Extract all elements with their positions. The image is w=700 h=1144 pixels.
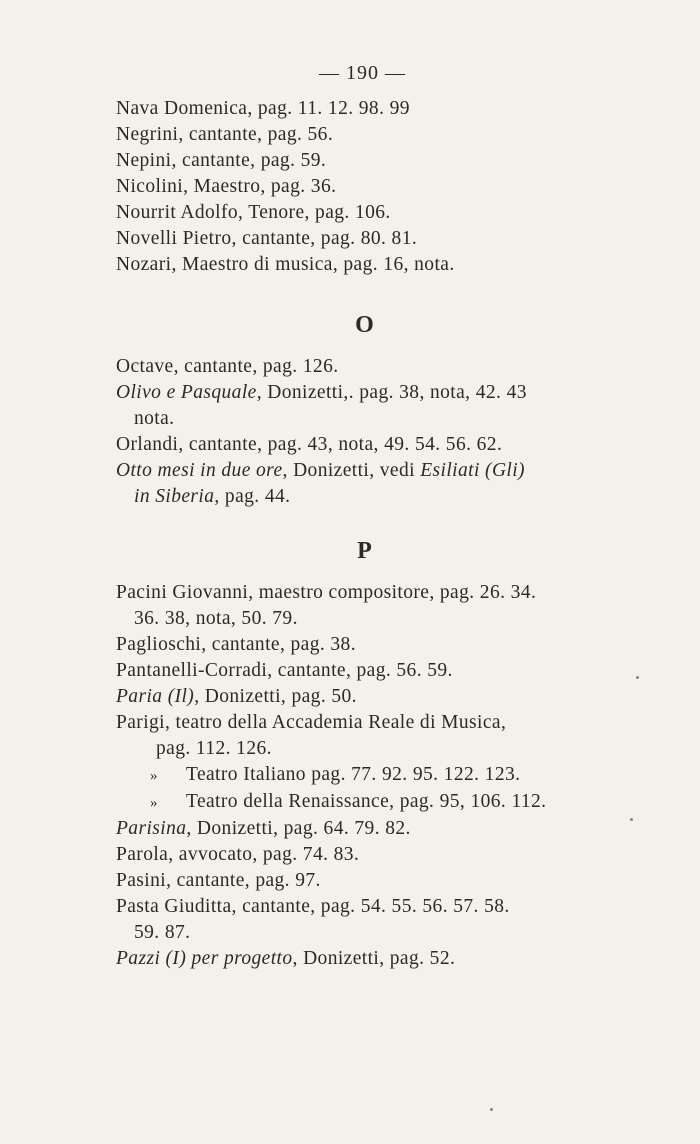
index-section-o — [116, 354, 636, 510]
index-entry-parisina — [116, 816, 636, 842]
index-entry: Nourrit Adolfo, Tenore, pag. 106. — [116, 202, 391, 223]
index-entry-parola: Parola, avvocato, pag. 74. 83. — [116, 844, 360, 865]
index-entry-olivo — [116, 380, 636, 406]
section-letter-p: P — [357, 538, 373, 564]
index-subentry-teatro-renaissance — [116, 789, 636, 816]
index-entry: Negrini, cantante, pag. 56. — [116, 124, 334, 145]
index-entry-paria — [116, 684, 636, 710]
paper-speck — [490, 1108, 493, 1111]
index-subentry-teatro-italiano — [116, 762, 636, 789]
work-title: Parisina — [116, 818, 187, 839]
work-title: Paria (Il) — [116, 686, 195, 707]
work-title: Pazzi (I) per progetto — [116, 948, 293, 969]
index-section-p — [116, 580, 636, 972]
entry-text: , Donizetti, pag. 52. — [292, 948, 456, 969]
index-section-n — [116, 96, 636, 278]
paper-speck — [636, 676, 639, 679]
index-entry-pantanelli: Pantanelli-Corradi, cantante, pag. 56. 59. — [116, 660, 453, 681]
index-entry-octave: Octave, cantante, pag. 126. — [116, 356, 339, 377]
index-entry: Nava Domenica, pag. 11. 12. 98. 99 — [116, 98, 410, 119]
index-entry: Nozari, Maestro di musica, pag. 16, nota. — [116, 254, 455, 275]
index-entry-otto-mesi — [116, 458, 636, 484]
index-entry-parigi: Parigi, teatro della Accademia Reale di Musica, — [116, 712, 507, 733]
entry-text: , Donizetti,. pag. 38, nota, 42. 43 — [256, 382, 527, 403]
entry-text: Teatro della Renaissance, pag. 95, 106. 112. — [186, 791, 547, 812]
entry-text: , Donizetti, pag. 50. — [194, 686, 357, 707]
index-entry-continuation: nota. — [134, 408, 175, 429]
entry-text: , Donizetti, pag. 64. 79. 82. — [186, 818, 411, 839]
index-entry: Nepini, cantante, pag. 59. — [116, 150, 327, 171]
index-entry-orlandi: Orlandi, cantante, pag. 43, nota, 49. 54. 56. 62. — [116, 434, 503, 455]
index-entry-pasini: Pasini, cantante, pag. 97. — [116, 870, 321, 891]
ditto-mark: » — [150, 795, 158, 811]
index-entry-pazzi — [116, 946, 636, 972]
index-entry-continuation: 59. 87. — [134, 922, 191, 943]
index-entry: Nicolini, Maestro, pag. 36. — [116, 176, 337, 197]
index-entry-paglioschi: Paglioschi, cantante, pag. 38. — [116, 634, 356, 655]
work-title: Olivo e Pasquale — [116, 382, 257, 403]
paper-speck — [630, 818, 633, 821]
work-title: Otto mesi in due ore — [116, 460, 283, 481]
ditto-mark: » — [150, 768, 158, 784]
entry-text: , pag. 44. — [214, 486, 291, 507]
index-entry-continuation: 36. 38, nota, 50. 79. — [134, 608, 298, 629]
entry-text: , Donizetti, vedi — [282, 460, 421, 481]
index-entry-continuation: pag. 112. 126. — [156, 738, 272, 759]
section-letter-o: O — [355, 312, 375, 338]
entry-text: Teatro Italiano pag. 77. 92. 95. 122. 123. — [186, 764, 521, 785]
index-entry: Novelli Pietro, cantante, pag. 80. 81. — [116, 228, 418, 249]
cross-reference-title: in Siberia — [134, 486, 215, 507]
index-entry-pasta: Pasta Giuditta, cantante, pag. 54. 55. 56. 57. 58. — [116, 896, 510, 917]
index-entry-pacini: Pacini Giovanni, maestro compositore, pag. 26. 34. — [116, 582, 537, 603]
page-number: — 190 — — [319, 62, 406, 84]
cross-reference-title: Esiliati (Gli) — [420, 460, 525, 481]
index-entry-continuation — [116, 484, 636, 510]
